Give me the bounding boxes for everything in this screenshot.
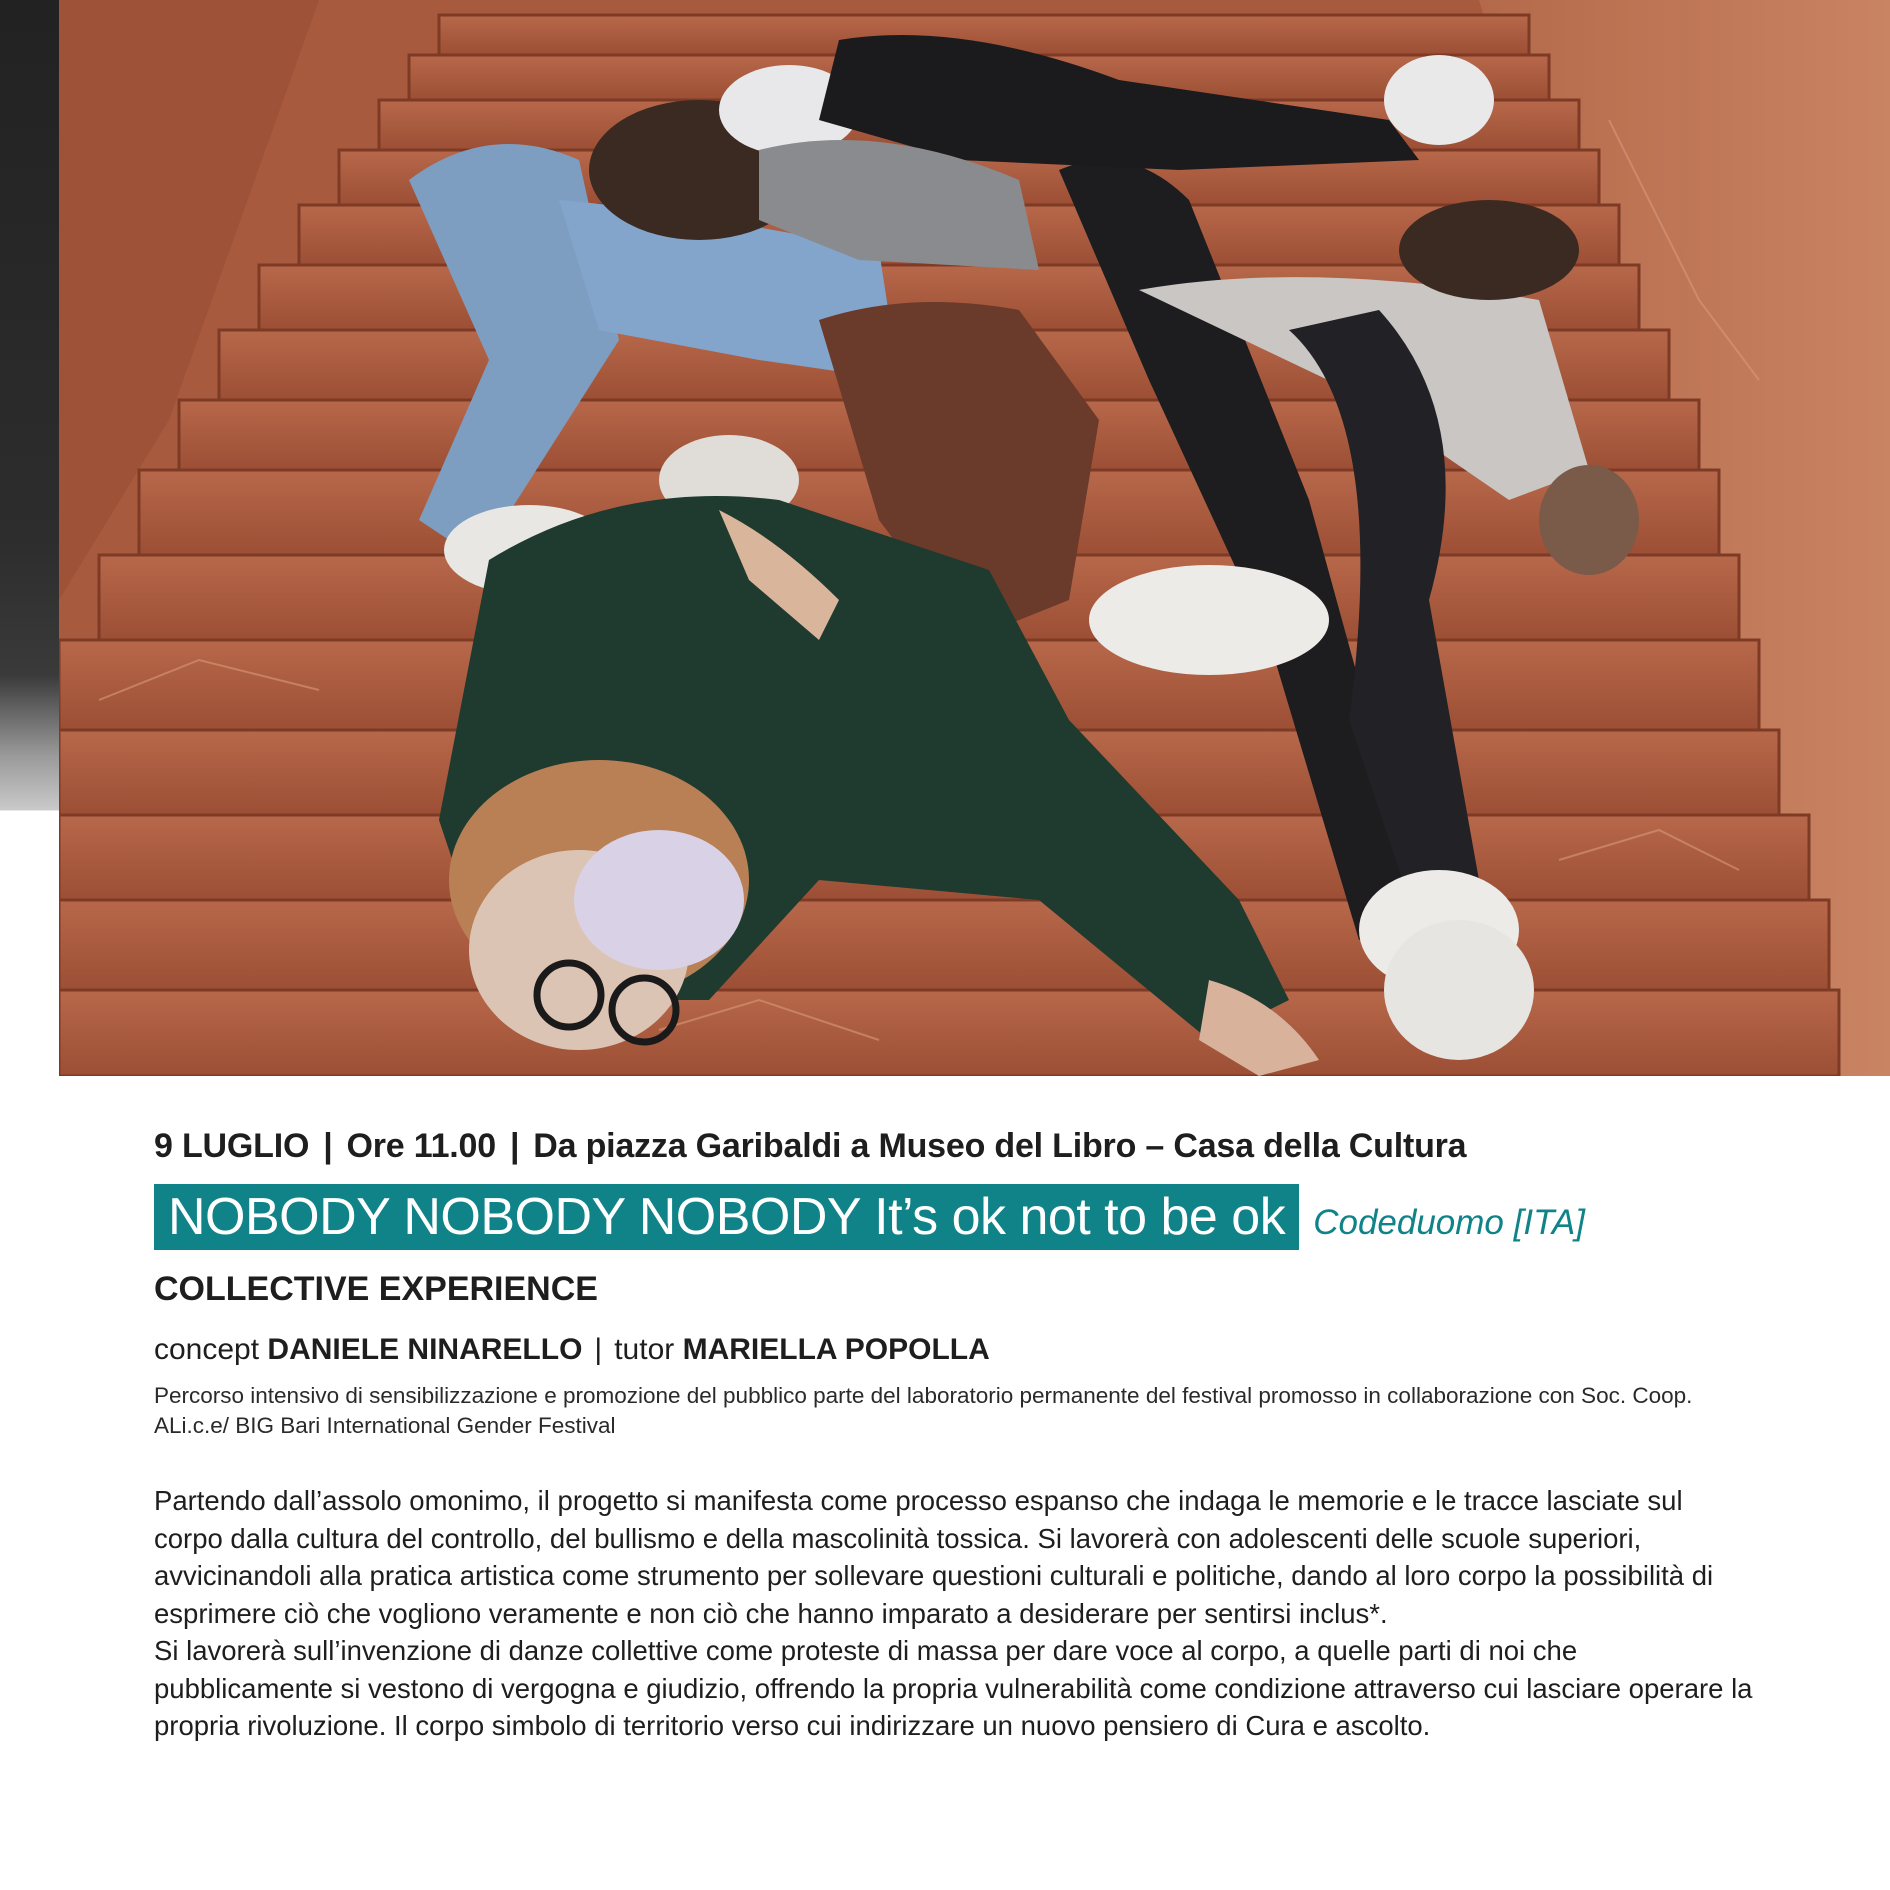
event-meta <box>154 1127 1466 1166</box>
meta-separator: | <box>323 1127 333 1165</box>
credits-separator: | <box>594 1333 603 1366</box>
stairs-scene-illustration <box>59 0 1890 1076</box>
program-note: Percorso intensivo di sensibilizzazione e promozione del pubblico parte del laboratorio permanente del festival promosso in collaborazione con Soc. Coop. ALi.c.e/ BIG Bari International Gender Festival <box>154 1383 1693 1438</box>
concept-label: concept <box>154 1333 260 1366</box>
event-photo <box>59 0 1890 1076</box>
event-location: Da piazza Garibaldi a Museo del Libro – Casa della Cultura <box>533 1127 1467 1165</box>
concept-name: DANIELE NINARELLO <box>267 1333 583 1366</box>
tutor-name: MARIELLA POPOLLA <box>682 1333 990 1366</box>
tutor-label: tutor <box>614 1333 675 1366</box>
description-paragraph: Si lavorerà sull’invenzione di danze collettive come proteste di massa per dare voce al corpo, a quelle parti di noi che pubblicamente si vestono di vergogna e giudizio, offrendo la propria vulnerabilità come condizione attraverso cui lasciare operare la propria rivoluzione. Il corpo simbolo di territorio verso cui indirizzare un nuovo pensiero di Cura e ascolto. <box>154 1635 1753 1741</box>
description <box>154 1482 1754 1745</box>
show-title: NOBODY NOBODY NOBODY It’s ok not to be ok <box>154 1184 1299 1250</box>
left-photo-edge <box>0 0 59 900</box>
event-date: 9 LUGLIO <box>154 1127 310 1165</box>
meta-separator: | <box>509 1127 520 1165</box>
genre-label: COLLECTIVE EXPERIENCE <box>154 1270 598 1308</box>
description-paragraph: Partendo dall’assolo omonimo, il progetto si manifesta come processo espanso che indaga le memorie e le tracce lasciate sul corpo dalla cultura del controllo, del bullismo e della mascolinità tossica. Si lavorerà con adolescenti delle scuole superiori, avvicinandoli alla pratica artistica come strumento per sollevare questioni culturali e politiche, dando al loro corpo la possibilità di esprimere ciò che vogliono veramente e non ciò che hanno imparato a desiderare per sentirsi inclus*. <box>154 1485 1714 1629</box>
credits-line <box>154 1333 990 1367</box>
event-time: Ore 11.00 <box>346 1127 496 1165</box>
company-name: Codeduomo [ITA] <box>1313 1203 1585 1242</box>
title-row <box>154 1184 1585 1250</box>
